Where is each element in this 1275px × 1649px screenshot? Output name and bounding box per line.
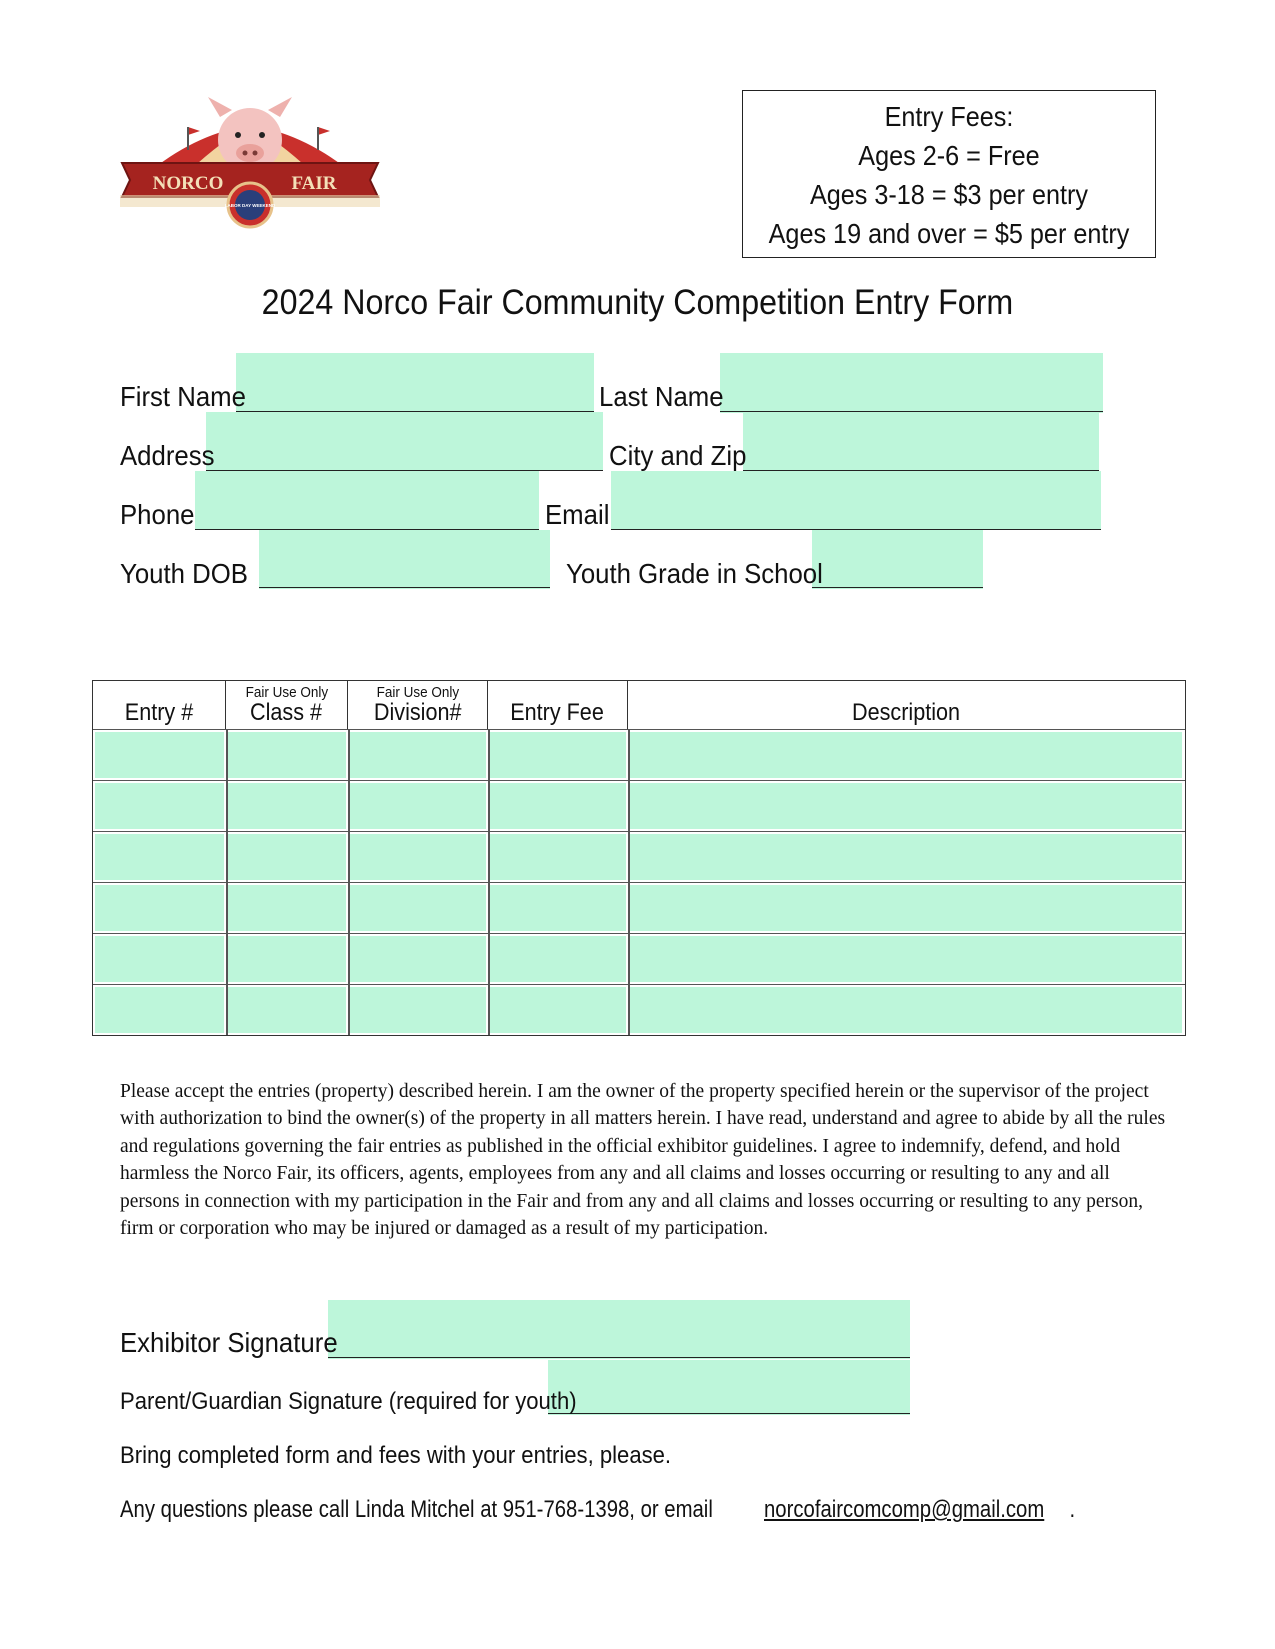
table-cell-input[interactable] — [350, 987, 486, 1033]
table-cell-input[interactable] — [490, 732, 626, 778]
first-name-input[interactable] — [236, 353, 594, 413]
questions-note: Any questions please call Linda Mitchel at 951-768-1398, or emailnorcofaircomcomp@gmail.com . — [120, 1496, 1075, 1523]
header-entry-number: Entry # — [93, 681, 226, 729]
table-cell-input[interactable] — [228, 936, 346, 982]
table-row — [93, 831, 1185, 882]
contact-email-link[interactable]: norcofaircomcomp@gmail.com — [764, 1496, 1045, 1523]
parent-signature-label: Parent/Guardian Signature (required for youth) — [120, 1388, 577, 1415]
first-name-label: First Name — [120, 381, 246, 412]
youth-grade-label: Youth Grade in School — [566, 558, 823, 589]
table-row — [93, 984, 1185, 1035]
table-cell-input[interactable] — [490, 936, 626, 982]
table-cell-input[interactable] — [228, 987, 346, 1033]
youth-dob-input[interactable] — [259, 530, 550, 589]
last-name-input[interactable] — [720, 353, 1103, 413]
logo-badge-text: LABOR DAY WEEKEND — [224, 203, 276, 208]
city-zip-label: City and Zip — [609, 440, 747, 471]
liability-statement: Please accept the entries (property) described herein. I am the owner of the property specified herein or the supervisor of the project with authorization to bind the owner(s) of the property in all matters herein. I have read, understand and agree to abide by all the rules and regulations governing the fair entries as published in the official exhibitor guidelines. I agree to indemnify, defend, and hold harmless the Norco Fair, its officers, agents, employees from any and all claims and losses occurring or resulting to any and all persons in connection with my participation in the Fair and from any and all claims and losses occurring or resulting to any person, firm or corporation who may be injured or damaged as a result of my participation. — [120, 1081, 1166, 1240]
email-input[interactable] — [611, 471, 1101, 530]
phone-label: Phone — [120, 499, 195, 530]
youth-dob-underline — [259, 587, 550, 588]
table-cell-input[interactable] — [350, 783, 486, 829]
table-cell-input[interactable] — [95, 936, 224, 982]
city-zip-input[interactable] — [743, 412, 1099, 471]
table-row — [93, 933, 1185, 984]
table-cell-input[interactable] — [95, 885, 224, 931]
address-input[interactable] — [206, 412, 603, 471]
table-cell-input[interactable] — [228, 783, 346, 829]
header-entry-fee: Entry Fee — [488, 681, 628, 729]
table-cell-input[interactable] — [95, 834, 224, 880]
table-cell-input[interactable] — [228, 834, 346, 880]
table-cell-input[interactable] — [350, 936, 486, 982]
table-cell-input[interactable] — [350, 834, 486, 880]
page-title: 2024 Norco Fair Community Competition Entry Form — [261, 283, 1014, 322]
table-cell-input[interactable] — [95, 732, 224, 778]
table-cell-input[interactable] — [228, 732, 346, 778]
table-row — [93, 729, 1185, 780]
table-row — [93, 882, 1185, 933]
header-description: Description — [851, 699, 961, 726]
fees-line: Ages 3-18 = $3 per entry — [809, 179, 1089, 210]
table-cell-input[interactable] — [490, 885, 626, 931]
table-cell-input[interactable] — [630, 936, 1182, 982]
fees-heading: Entry Fees: — [884, 101, 1014, 132]
logo-right-text: FAIR — [291, 173, 337, 194]
table-cell-input[interactable] — [95, 987, 224, 1033]
phone-input[interactable] — [195, 471, 539, 530]
bring-note: Bring completed form and fees with your entries, please. — [120, 1442, 672, 1469]
table-cell-input[interactable] — [490, 834, 626, 880]
entry-fees-box — [742, 90, 1156, 258]
exhibitor-signature-underline — [328, 1357, 910, 1358]
table-cell-input[interactable] — [350, 732, 486, 778]
youth-dob-label: Youth DOB — [120, 558, 248, 589]
table-cell-input[interactable] — [350, 885, 486, 931]
table-cell-input[interactable] — [630, 885, 1182, 931]
table-cell-input[interactable] — [630, 834, 1182, 880]
fees-line: Ages 2-6 = Free — [858, 140, 1040, 171]
header-class-number: Fair Use Only Class # — [226, 681, 348, 729]
last-name-label: Last Name — [599, 381, 724, 412]
logo-left-text: NORCO — [152, 173, 224, 194]
email-label: Email — [545, 499, 610, 530]
header-division-number: Fair Use Only Division# — [348, 681, 488, 729]
exhibitor-signature-label: Exhibitor Signature — [120, 1327, 338, 1358]
table-cell-input[interactable] — [630, 987, 1182, 1033]
fees-line: Ages 19 and over = $5 per entry — [768, 218, 1130, 249]
table-cell-input[interactable] — [490, 783, 626, 829]
table-cell-input[interactable] — [630, 732, 1182, 778]
table-row — [93, 780, 1185, 831]
norco-fair-logo — [120, 95, 380, 235]
entries-table — [92, 680, 1186, 1036]
address-label: Address — [120, 440, 215, 471]
table-cell-input[interactable] — [228, 885, 346, 931]
exhibitor-signature-input[interactable] — [328, 1300, 910, 1359]
table-cell-input[interactable] — [490, 987, 626, 1033]
table-cell-input[interactable] — [95, 783, 224, 829]
table-cell-input[interactable] — [630, 783, 1182, 829]
